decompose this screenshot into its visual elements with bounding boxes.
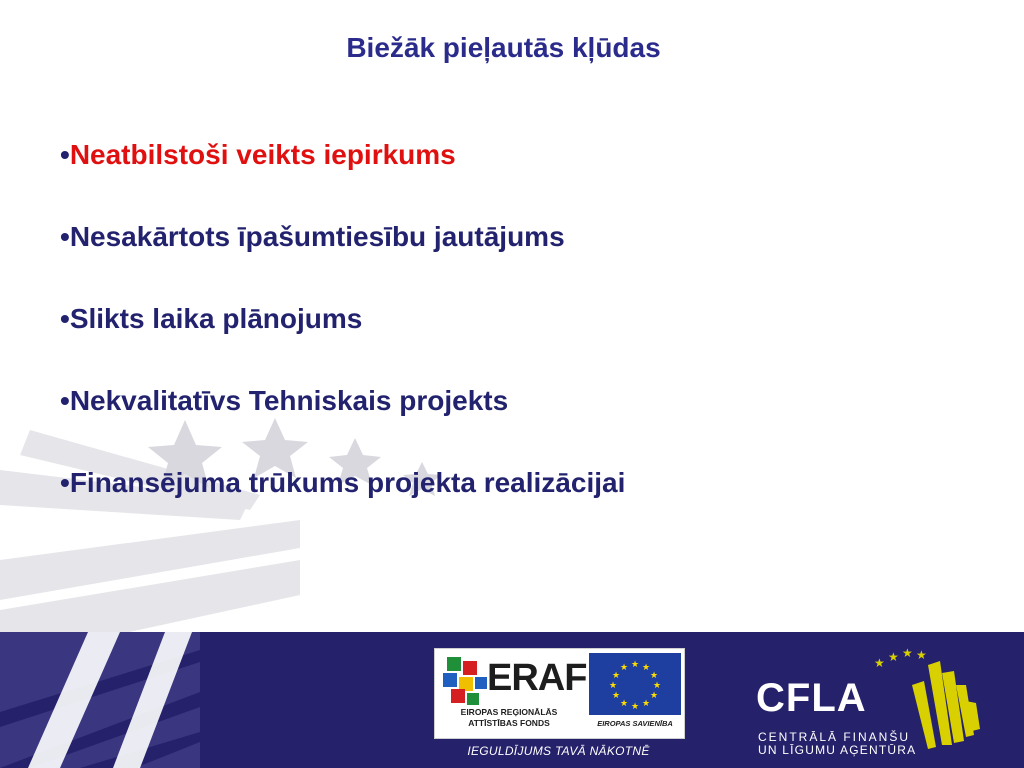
bullet-item	[60, 463, 625, 545]
bullet-text: Nesakārtots īpašumtiesību jautājums	[69, 221, 565, 252]
bullet-item	[60, 381, 625, 463]
svg-text:★: ★	[608, 681, 618, 691]
star-icon: ★	[902, 646, 913, 660]
star-icon: ★	[874, 656, 885, 670]
svg-text:★: ★	[641, 663, 651, 673]
bullet-item	[60, 217, 625, 299]
bullet-marker: •	[60, 139, 70, 170]
bullet-marker: •	[60, 385, 70, 416]
svg-text:★: ★	[619, 663, 629, 673]
cfla-fan-icon	[912, 661, 980, 749]
cfla-line1: CENTRĀLĀ FINANŠU	[758, 730, 911, 744]
svg-text:★: ★	[630, 702, 640, 712]
bullet-text: Neatbilstoši veikts iepirkums	[69, 139, 456, 170]
bullet-text: Finansējuma trūkums projekta realizācijai	[69, 467, 626, 498]
eraf-wordmark: ERAF	[487, 657, 587, 699]
bullet-marker: •	[60, 467, 70, 498]
footer-rays-decoration	[0, 632, 260, 768]
cfla-wordmark: CFLA	[756, 676, 867, 720]
star-icon: ★	[916, 648, 927, 662]
svg-text:★: ★	[619, 699, 629, 709]
svg-text:★: ★	[630, 660, 640, 670]
bullet-marker: •	[60, 221, 70, 252]
slide-title: Biežāk pieļautās kļūdas	[346, 32, 661, 63]
svg-text:★: ★	[611, 671, 621, 681]
bullet-marker: •	[60, 303, 70, 334]
eraf-squares-icon	[441, 655, 491, 707]
bullet-item	[60, 135, 625, 217]
cfla-line2: UN LĪGUMU AĢENTŪRA	[758, 743, 917, 757]
svg-text:★: ★	[649, 671, 659, 681]
slogan-text: IEGULDĪJUMS TAVĀ NĀKOTNĒ	[467, 744, 650, 758]
svg-text:★: ★	[641, 699, 651, 709]
star-icon: ★	[888, 650, 899, 664]
eu-caption: EIROPAS SAVIENĪBA	[597, 719, 673, 728]
eraf-eu-logo	[434, 648, 685, 739]
bullet-list	[60, 135, 625, 545]
bullet-item	[60, 299, 625, 381]
svg-text:★: ★	[652, 681, 662, 691]
eraf-subtitle: EIROPAS REĢIONĀLĀS ATTĪSTĪBAS FONDS	[460, 707, 558, 728]
eu-stars-circle	[589, 653, 681, 715]
eu-flag-icon	[589, 653, 681, 715]
svg-text:★: ★	[611, 691, 621, 701]
bullet-text: Slikts laika plānojums	[69, 303, 363, 334]
bullet-text: Nekvalitatīvs Tehniskais projekts	[69, 385, 509, 416]
svg-text:★: ★	[649, 691, 659, 701]
